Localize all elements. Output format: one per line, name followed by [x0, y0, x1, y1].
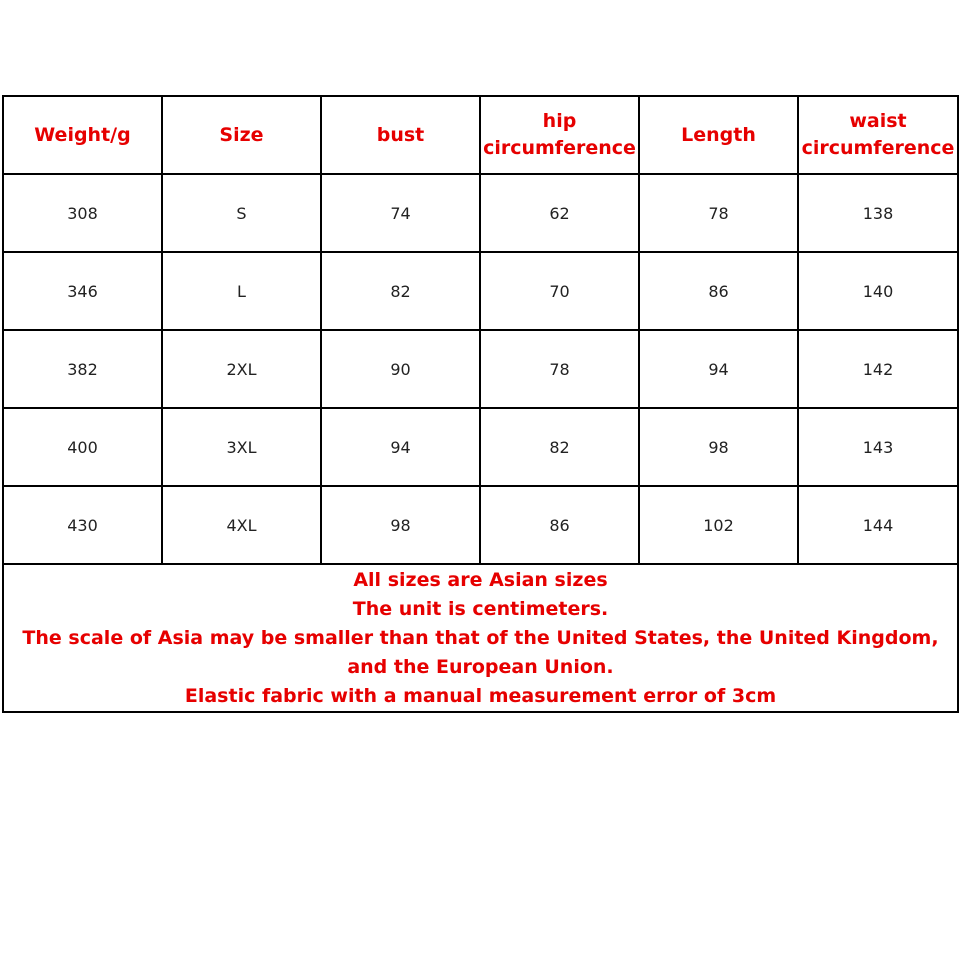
cell-size: 2XL: [162, 330, 321, 408]
header-bust: bust: [321, 96, 480, 174]
cell-waist: 143: [798, 408, 958, 486]
cell-bust: 74: [321, 174, 480, 252]
cell-weight: 430: [3, 486, 162, 564]
cell-hip: 62: [480, 174, 639, 252]
cell-hip: 82: [480, 408, 639, 486]
cell-bust: 94: [321, 408, 480, 486]
table-row: [3, 174, 958, 252]
note-scale-comparison: The scale of Asia may be smaller than that of the United States, the United Kingdom, and the European Union.: [22, 626, 939, 678]
note-unit: The unit is centimeters.: [352, 597, 609, 620]
cell-waist: 142: [798, 330, 958, 408]
cell-bust: 98: [321, 486, 480, 564]
cell-weight: 382: [3, 330, 162, 408]
cell-size: L: [162, 252, 321, 330]
header-length: Length: [639, 96, 798, 174]
notes-cell: [3, 564, 958, 712]
cell-size: 4XL: [162, 486, 321, 564]
note-asian-sizes: All sizes are Asian sizes: [353, 568, 608, 591]
cell-weight: 346: [3, 252, 162, 330]
header-weight: Weight/g: [3, 96, 162, 174]
cell-bust: 90: [321, 330, 480, 408]
header-hip-circumference: hip circumference: [480, 96, 639, 174]
cell-length: 98: [639, 408, 798, 486]
notes-row: [3, 564, 958, 712]
cell-bust: 82: [321, 252, 480, 330]
cell-weight: 308: [3, 174, 162, 252]
table-row: [3, 252, 958, 330]
cell-length: 78: [639, 174, 798, 252]
header-size: Size: [162, 96, 321, 174]
cell-waist: 138: [798, 174, 958, 252]
cell-hip: 78: [480, 330, 639, 408]
header-row: [3, 96, 958, 174]
cell-waist: 140: [798, 252, 958, 330]
cell-weight: 400: [3, 408, 162, 486]
table-row: [3, 486, 958, 564]
table-row: [3, 408, 958, 486]
note-measurement-error: Elastic fabric with a manual measurement error of 3cm: [184, 684, 777, 707]
cell-size: 3XL: [162, 408, 321, 486]
cell-hip: 86: [480, 486, 639, 564]
table-row: [3, 330, 958, 408]
header-waist-circumference: waist circumference: [798, 96, 958, 174]
size-chart-table: [2, 95, 959, 713]
cell-size: S: [162, 174, 321, 252]
cell-length: 94: [639, 330, 798, 408]
cell-length: 86: [639, 252, 798, 330]
cell-hip: 70: [480, 252, 639, 330]
cell-length: 102: [639, 486, 798, 564]
cell-waist: 144: [798, 486, 958, 564]
